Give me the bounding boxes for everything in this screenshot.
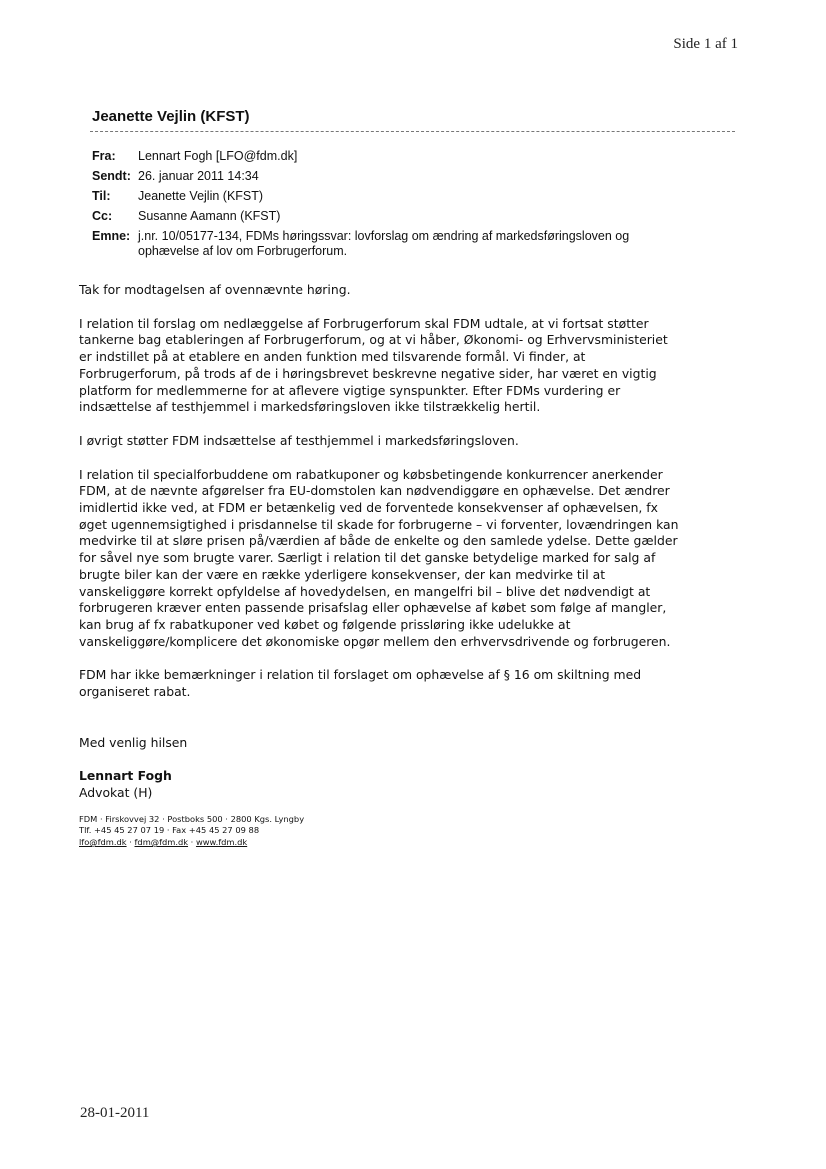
paragraph-forbrugerforum [79, 316, 744, 416]
email-header [92, 146, 692, 259]
email-link-fdm[interactable]: fdm@fdm.dk [134, 836, 189, 847]
email-body [79, 282, 744, 848]
subject-row [92, 226, 692, 259]
website-link[interactable]: www.fdm.dk [195, 836, 248, 847]
text-line: for såvel nye som brugte varer. Særligt i relation til det ganske betydelige marked for salg af [79, 550, 656, 566]
text-line: I relation til specialforbuddene om rabatkuponer og købsbetingende konkurrencer anerkender [79, 466, 663, 482]
sent-value: 26. januar 2011 14:34 [138, 169, 259, 183]
sender-name: Jeanette Vejlin (KFST) [92, 108, 250, 125]
cc-value: Susanne Aamann (KFST) [138, 209, 281, 223]
text-line: FDM, at de nævnte afgørelser fra EU-domstolen kan nødvendiggøre en ophævelse. Det ændrer [79, 483, 670, 499]
text-line: vanskeliggøre/komplicere det økonomiske opgør mellem den erhvervsdrivende og forbrugeren. [79, 633, 671, 649]
signature-name: Lennart Fogh [79, 768, 172, 784]
text-line: tankerne bag etableringen af Forbrugerforum, og at vi håber, Økonomi- og Erhvervsministeriet [79, 332, 668, 348]
header-divider [90, 131, 735, 132]
closing: Med venlig hilsen [79, 734, 188, 750]
sent-row [92, 166, 692, 186]
email-link-lfo[interactable]: lfo@fdm.dk [79, 836, 127, 847]
signature-title: Advokat (H) [79, 785, 153, 801]
page-number: Side 1 af 1 [673, 36, 738, 52]
paragraph-testhjemmel: I øvrigt støtter FDM indsættelse af testhjemmel i markedsføringsloven. [79, 432, 519, 448]
from-value: Lennart Fogh [LFO@fdm.dk] [138, 149, 298, 163]
sent-label: Sendt: [92, 169, 131, 183]
to-value: Jeanette Vejlin (KFST) [138, 189, 264, 203]
subject-line: j.nr. 10/05177-134, FDMs høringssvar: lovforslag om ændring af markedsføringsloven og [138, 229, 630, 243]
text-line: vanskeliggøre korrekt opfyldelse af hovedydelsen, en mangelfri bil – blive det nødvendigt at [79, 583, 651, 599]
cc-row [92, 206, 692, 226]
text-line: medvirke til at sløre prisen på/værdien af både de enkelte og den samlede ydelse. Dette gælder [79, 533, 678, 549]
signature [79, 768, 744, 848]
text-line: imidlertid ikke ved, at FDM er betænkelig ved de forventede konsekvenser af ophævelsen, fx [79, 500, 658, 516]
text-line: øget ugennemsigtighed i prisdannelse til skade for forbrugerne – vi forventer, lovændringen kan [79, 516, 679, 532]
text-line: kan brug af fx rabatkuponer ved købet og følgende prissløring ikke udelukke at [79, 616, 571, 632]
subject-label: Emne: [92, 229, 131, 243]
text-line: indsættelse af testhjemmel i markedsføringsloven ikke tilstrækkelig hertil. [79, 399, 541, 415]
signature-address: FDM · Firskovvej 32 · Postboks 500 · 2800 Kgs. Lyngby [79, 813, 305, 824]
from-row [92, 146, 692, 166]
paragraph-skiltning [79, 667, 744, 700]
signature-contact [79, 814, 744, 849]
separator: · [126, 836, 135, 847]
to-row [92, 186, 692, 206]
footer-date: 28-01-2011 [80, 1105, 150, 1121]
paragraph-thanks: Tak for modtagelsen af ovennævnte høring. [79, 282, 351, 297]
text-line: Forbrugerforum, på trods af de i høringsbrevet beskrevne negative sider, har været en vigtig [79, 365, 657, 381]
paragraph-specialforbud [79, 467, 744, 651]
signature-phone: Tlf. +45 45 27 07 19 · Fax +45 45 27 09 88 [79, 825, 260, 836]
text-line: I relation til forslag om nedlæggelse af Forbrugerforum skal FDM udtale, at vi fortsat støtter [79, 315, 649, 331]
text-line: er indstillet på at etablere en anden funktion med tilsvarende formål. Vi finder, at [79, 349, 586, 365]
cc-label: Cc: [92, 209, 113, 223]
separator: · [188, 836, 196, 847]
to-label: Til: [92, 189, 111, 203]
text-line: FDM har ikke bemærkninger i relation til forslaget om ophævelse af § 16 om skiltning med [79, 667, 642, 683]
text-line: forbrugeren kræver enten passende prisafslag eller ophævelse af købet som følge af mangler, [79, 600, 667, 616]
signature-links [79, 837, 744, 849]
from-label: Fra: [92, 149, 116, 163]
subject-value [138, 226, 692, 259]
text-line: organiseret rabat. [79, 684, 191, 700]
text-line: platform for medlemmerne for at aflevere vigtige synspunkter. Efter FDMs vurdering er [79, 382, 621, 398]
text-line: brugte biler kan der være en række yderligere konsekvenser, der kan medvirke til at [79, 566, 606, 582]
subject-line: ophævelse af lov om Forbrugerforum. [138, 244, 348, 258]
